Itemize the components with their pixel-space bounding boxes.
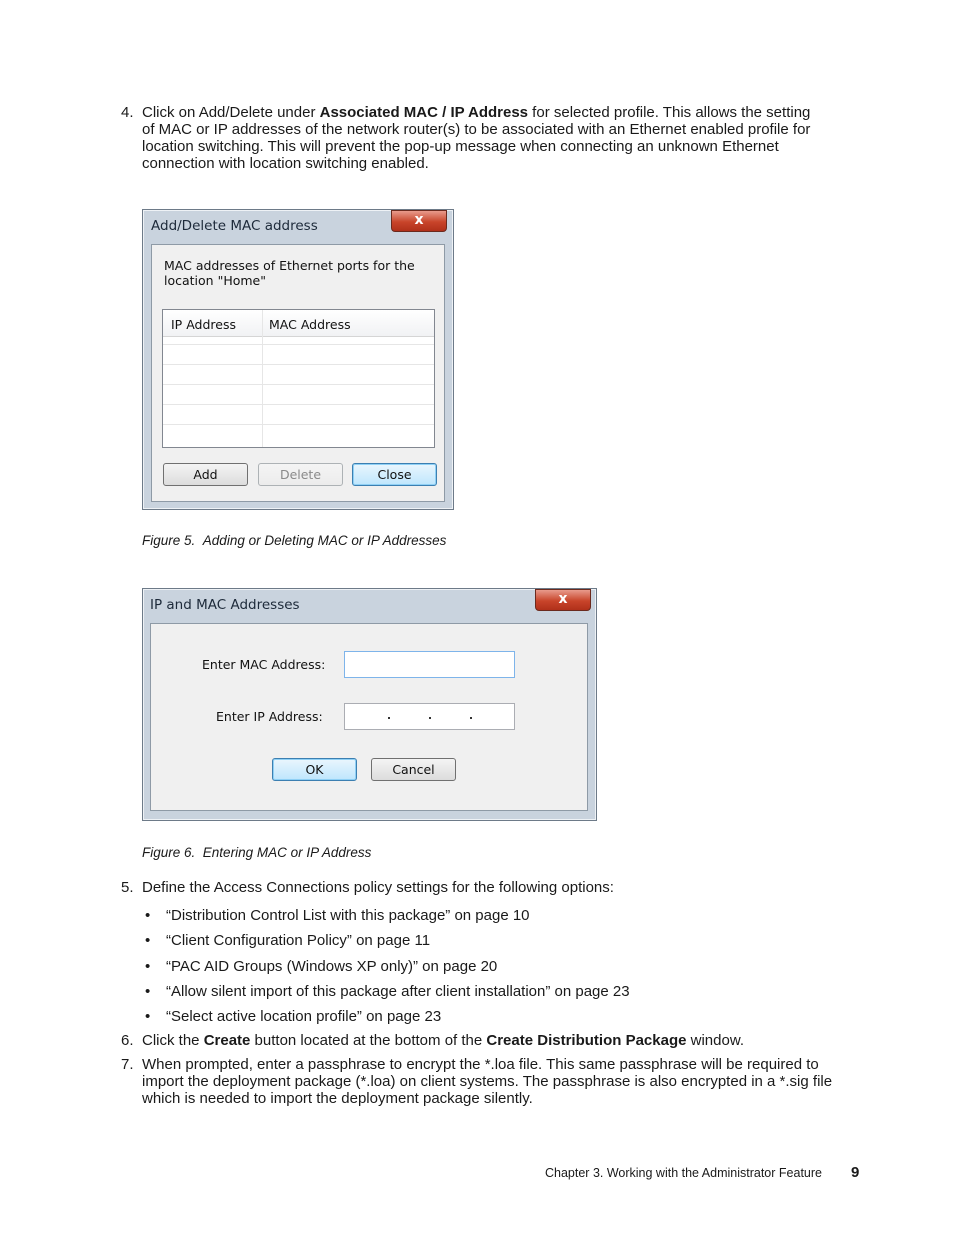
address-list[interactable] xyxy=(162,309,435,448)
page-number: 9 xyxy=(851,1164,860,1181)
close-button[interactable]: Close xyxy=(352,463,437,486)
figure-6-text: Entering MAC or IP Address xyxy=(202,845,372,860)
bullet-marker: • xyxy=(145,1008,151,1025)
step-4-line-2: of MAC or IP addresses of the network router(s) to be associated with an Ethernet enabled profile for xyxy=(142,121,811,138)
step-4-text xyxy=(142,104,872,172)
bullet-item: “Select active location profile” on page 23 xyxy=(166,1008,442,1025)
cancel-button[interactable]: Cancel xyxy=(371,758,456,781)
column-ip-address[interactable]: IP Address xyxy=(171,317,236,332)
bullet-item: “PAC AID Groups (Windows XP only)” on page 20 xyxy=(166,958,498,975)
ip-address-label: Enter IP Address: xyxy=(216,709,323,724)
bullet-item: “Distribution Control List with this package” on page 10 xyxy=(166,907,530,924)
dialog-body xyxy=(150,623,588,811)
row-line xyxy=(163,404,434,405)
step-6-bold-create: Create xyxy=(203,1032,251,1049)
add-delete-mac-dialog xyxy=(142,209,454,510)
ip-address-input[interactable] xyxy=(344,703,515,730)
ip-separator-dot xyxy=(429,717,431,719)
step-4-line-1-rest: for selected profile. This allows the setting xyxy=(528,104,811,121)
dialog-title: Add/Delete MAC address xyxy=(151,218,318,234)
dialog-title: IP and MAC Addresses xyxy=(150,597,300,613)
close-icon[interactable] xyxy=(391,210,447,232)
bullet-marker: • xyxy=(145,983,151,1000)
step-6-text xyxy=(142,1032,744,1049)
step-7-text xyxy=(142,1056,882,1107)
figure-5-label: Figure 5. xyxy=(142,533,196,548)
bullet-item: “Allow silent import of this package after client installation” on page 23 xyxy=(166,983,630,1000)
bullet-marker: • xyxy=(145,907,151,924)
bullet-marker: • xyxy=(145,932,151,949)
delete-button[interactable]: Delete xyxy=(258,463,343,486)
step-5-number: 5. xyxy=(121,879,134,896)
close-glyph: x xyxy=(414,212,424,228)
mac-address-input[interactable] xyxy=(344,651,515,678)
step-6-suffix: window. xyxy=(686,1032,744,1049)
close-glyph: x xyxy=(558,591,568,607)
ip-separator-dot xyxy=(388,717,390,719)
step-4-prefix: Click on Add/Delete under xyxy=(142,104,320,121)
figure-6-caption xyxy=(142,845,371,861)
row-line xyxy=(163,344,434,345)
step-4-line-3: location switching. This will prevent the pop-up message when connecting an unknown Ethernet xyxy=(142,138,779,155)
ip-mac-dialog xyxy=(142,588,597,821)
list-header xyxy=(163,310,434,337)
figure-5-text: Adding or Deleting MAC or IP Addresses xyxy=(202,533,447,548)
description-line-1: MAC addresses of Ethernet ports for the xyxy=(164,258,415,273)
add-button[interactable]: Add xyxy=(163,463,248,486)
step-4-line-1 xyxy=(142,104,872,121)
step-6-middle: button located at the bottom of the xyxy=(250,1032,487,1049)
figure-6-label: Figure 6. xyxy=(142,845,196,860)
mac-address-label: Enter MAC Address: xyxy=(202,657,326,672)
dialog-body xyxy=(151,244,445,502)
ok-button[interactable]: OK xyxy=(272,758,357,781)
step-6-prefix: Click the xyxy=(142,1032,204,1049)
figure-5-caption xyxy=(142,533,446,549)
step-7-number: 7. xyxy=(121,1056,134,1073)
step-4-bold: Associated MAC / IP Address xyxy=(319,104,529,121)
description xyxy=(164,258,415,288)
column-mac-address[interactable]: MAC Address xyxy=(269,317,351,332)
bullet-marker: • xyxy=(145,958,151,975)
ip-separator-dot xyxy=(470,717,472,719)
step-7-line-2: import the deployment package (*.loa) on client systems. The passphrase is also encrypted in a *.sig file xyxy=(142,1073,833,1090)
row-line xyxy=(163,424,434,425)
step-4-line-4: connection with location switching enabled. xyxy=(142,155,429,172)
bullet-item: “Client Configuration Policy” on page 11 xyxy=(166,932,431,949)
step-6-bold-window: Create Distribution Package xyxy=(486,1032,687,1049)
chapter-footer: Chapter 3. Working with the Administrator Feature xyxy=(545,1166,822,1180)
row-line xyxy=(163,364,434,365)
row-line xyxy=(163,384,434,385)
close-icon[interactable] xyxy=(535,589,591,611)
column-divider xyxy=(262,310,263,447)
step-7-line-1: When prompted, enter a passphrase to encrypt the *.loa file. This same passphrase will be required to xyxy=(142,1056,819,1073)
step-5-text: Define the Access Connections policy settings for the following options: xyxy=(142,879,614,896)
step-6-number: 6. xyxy=(121,1032,134,1049)
step-7-line-3: which is needed to import the deployment package silently. xyxy=(142,1090,533,1107)
description-line-2: location "Home" xyxy=(164,273,266,288)
step-4-number: 4. xyxy=(121,104,134,121)
